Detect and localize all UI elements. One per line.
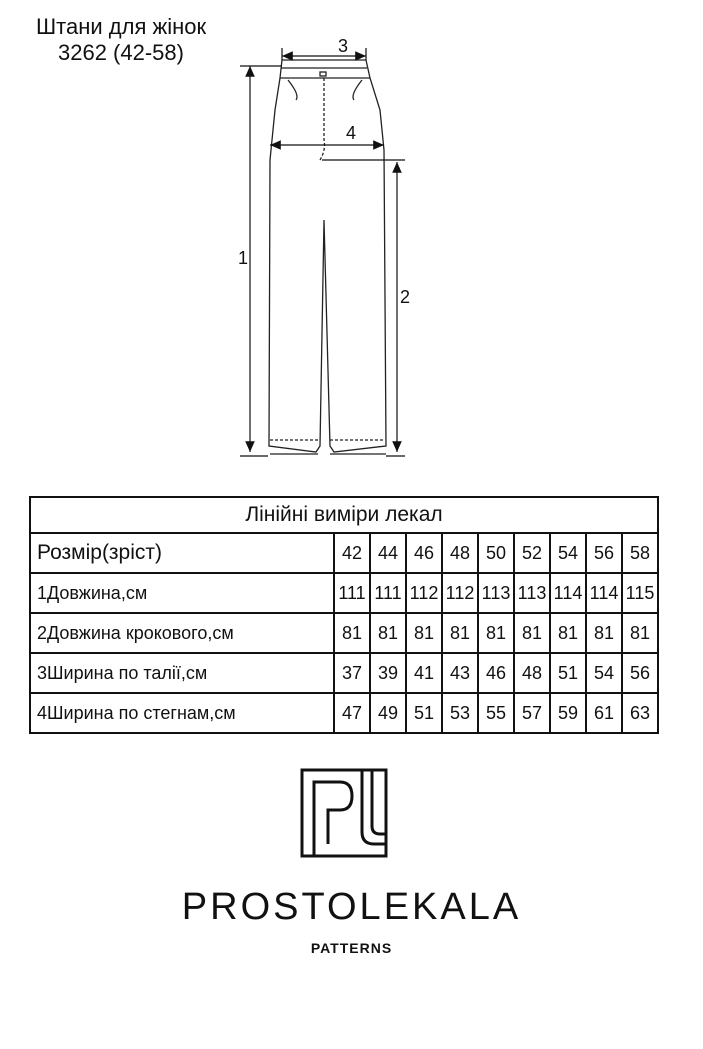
value-cell: 81 bbox=[478, 613, 514, 653]
value-cell: 57 bbox=[514, 693, 550, 733]
table-row-waist bbox=[30, 653, 658, 693]
size-cell: 50 bbox=[478, 533, 514, 573]
table-row-hips bbox=[30, 693, 658, 733]
trousers-technical-drawing bbox=[0, 0, 703, 490]
value-cell: 39 bbox=[370, 653, 406, 693]
value-cell: 115 bbox=[622, 573, 658, 613]
brand-subtitle: PATTERNS bbox=[310, 940, 393, 956]
dimension-label-4: 4 bbox=[346, 123, 357, 143]
size-cell: 58 bbox=[622, 533, 658, 573]
value-cell: 81 bbox=[550, 613, 586, 653]
dimension-label-2: 2 bbox=[400, 287, 411, 307]
table-heading: Лінійні виміри лекал bbox=[30, 497, 658, 533]
value-cell: 54 bbox=[586, 653, 622, 693]
value-cell: 43 bbox=[442, 653, 478, 693]
value-cell: 51 bbox=[550, 653, 586, 693]
value-cell: 81 bbox=[370, 613, 406, 653]
value-cell: 37 bbox=[334, 653, 370, 693]
title-line-2: 3262 (42-58) bbox=[58, 40, 184, 65]
size-cell: 52 bbox=[514, 533, 550, 573]
value-cell: 41 bbox=[406, 653, 442, 693]
value-cell: 112 bbox=[406, 573, 442, 613]
value-cell: 56 bbox=[622, 653, 658, 693]
value-cell: 114 bbox=[586, 573, 622, 613]
value-cell: 47 bbox=[334, 693, 370, 733]
row-label: 1Довжина,см bbox=[30, 573, 334, 613]
table-row-sizes bbox=[30, 533, 658, 573]
value-cell: 53 bbox=[442, 693, 478, 733]
size-label: Розмір(зріст) bbox=[30, 533, 334, 573]
title-line-1: Штани для жінок bbox=[36, 14, 207, 39]
value-cell: 46 bbox=[478, 653, 514, 693]
value-cell: 81 bbox=[586, 613, 622, 653]
value-cell: 49 bbox=[370, 693, 406, 733]
value-cell: 61 bbox=[586, 693, 622, 733]
brand-name: PROSTOLEKALA bbox=[181, 886, 522, 928]
value-cell: 81 bbox=[514, 613, 550, 653]
value-cell: 63 bbox=[622, 693, 658, 733]
row-label: 2Довжина крокового,см bbox=[30, 613, 334, 653]
trousers-outline bbox=[269, 60, 386, 454]
table-row-length bbox=[30, 573, 658, 613]
dimension-label-3: 3 bbox=[338, 36, 349, 56]
dimension-label-1: 1 bbox=[238, 248, 249, 268]
value-cell: 113 bbox=[478, 573, 514, 613]
value-cell: 59 bbox=[550, 693, 586, 733]
value-cell: 81 bbox=[442, 613, 478, 653]
size-cell: 44 bbox=[370, 533, 406, 573]
value-cell: 48 bbox=[514, 653, 550, 693]
value-cell: 51 bbox=[406, 693, 442, 733]
size-cell: 46 bbox=[406, 533, 442, 573]
value-cell: 81 bbox=[406, 613, 442, 653]
pl-monogram-icon bbox=[300, 768, 390, 860]
row-label: 4Ширина по стегнам,см bbox=[30, 693, 334, 733]
size-cell: 56 bbox=[586, 533, 622, 573]
row-label: 3Ширина по талії,см bbox=[30, 653, 334, 693]
size-cell: 54 bbox=[550, 533, 586, 573]
table-row-inseam bbox=[30, 613, 658, 653]
value-cell: 81 bbox=[622, 613, 658, 653]
size-cell: 42 bbox=[334, 533, 370, 573]
measurements-table bbox=[29, 496, 659, 734]
value-cell: 114 bbox=[550, 573, 586, 613]
value-cell: 81 bbox=[334, 613, 370, 653]
value-cell: 111 bbox=[370, 573, 406, 613]
value-cell: 111 bbox=[334, 573, 370, 613]
value-cell: 55 bbox=[478, 693, 514, 733]
value-cell: 113 bbox=[514, 573, 550, 613]
size-cell: 48 bbox=[442, 533, 478, 573]
value-cell: 112 bbox=[442, 573, 478, 613]
